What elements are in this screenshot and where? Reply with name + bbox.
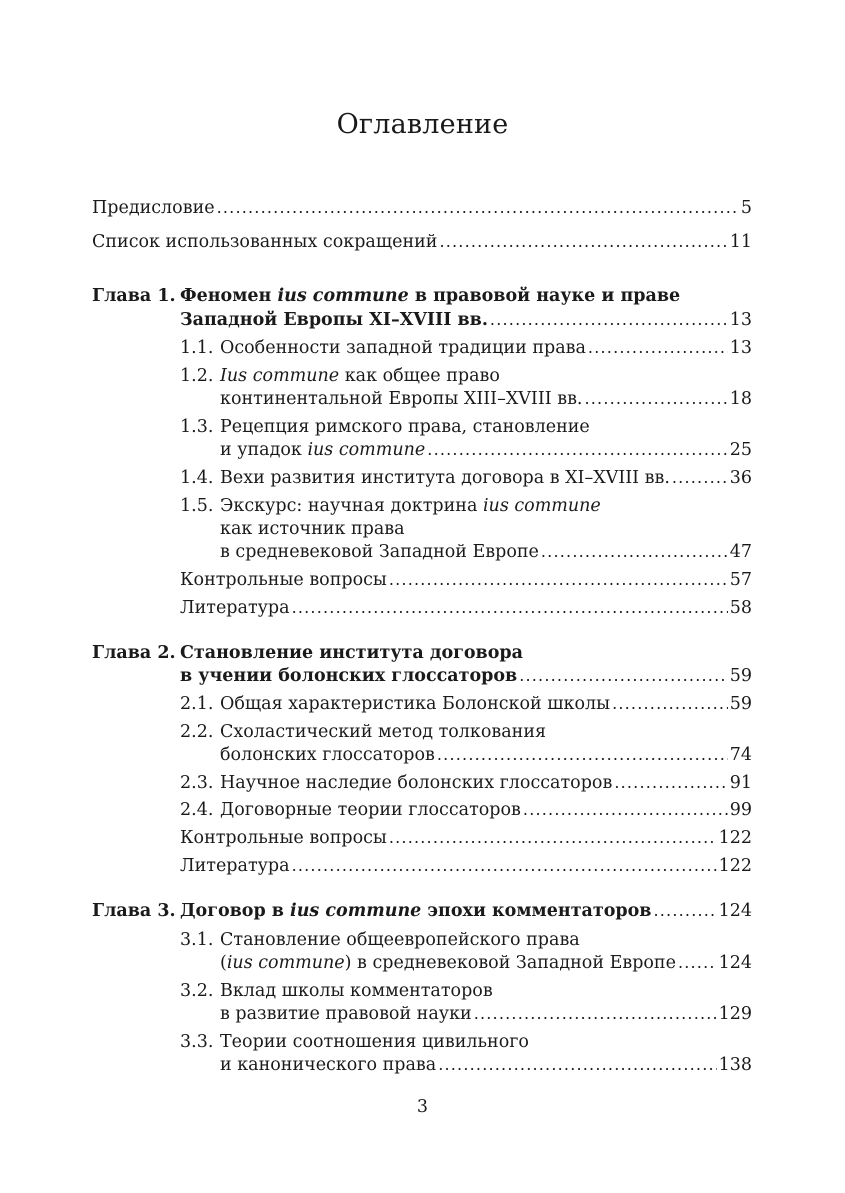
leader-dots bbox=[438, 1053, 716, 1077]
chapter-title-text: в правовой науке и праве bbox=[408, 286, 681, 306]
leader-dots bbox=[389, 826, 717, 850]
leader-dots bbox=[292, 596, 728, 620]
leader-dots bbox=[672, 466, 728, 490]
chapter-label: Глава 1. bbox=[92, 286, 176, 306]
section-1-5-line3[interactable] bbox=[92, 540, 752, 564]
toc-page-number: 47 bbox=[729, 542, 752, 562]
section-1-3[interactable] bbox=[92, 415, 752, 439]
section-title-line2: и канонического права bbox=[220, 1055, 437, 1075]
section-number: 2.4. bbox=[180, 800, 214, 820]
chapter-title-text: Феномен bbox=[180, 286, 278, 306]
section-title-line1 bbox=[220, 364, 500, 388]
section-title-text: ) в средневековой Западной Европе bbox=[344, 953, 676, 973]
leader-dots bbox=[584, 387, 727, 411]
toc-page-number: 11 bbox=[729, 232, 752, 252]
section-3-3[interactable] bbox=[92, 1030, 752, 1054]
section-title-italic: ius commune bbox=[482, 496, 601, 516]
chapter-title-line2: Западной Европы XI–XVIII вв. bbox=[180, 310, 488, 330]
section-3-1-line2[interactable] bbox=[92, 951, 752, 975]
chapter-title-text: Договор в bbox=[180, 901, 291, 921]
leader-dots bbox=[217, 196, 739, 220]
section-title-line1: Вклад школы комментаторов bbox=[220, 981, 493, 1001]
section-title-italic: ius commune bbox=[307, 440, 426, 460]
leader-dots bbox=[437, 743, 728, 767]
toc-page-number: 36 bbox=[729, 468, 752, 488]
toc-page-number: 58 bbox=[729, 598, 752, 618]
toc-page-number: 122 bbox=[718, 856, 752, 876]
section-title: Научное наследие болонских глоссаторов bbox=[220, 773, 613, 793]
chapter-title-italic: ius commune bbox=[277, 286, 409, 306]
section-2-4[interactable] bbox=[92, 798, 752, 822]
toc-page-number: 5 bbox=[740, 198, 752, 218]
toc-entry-title: Список использованных сокращений bbox=[92, 232, 438, 252]
chapter-title-line2: в учении болонских глоссаторов bbox=[180, 666, 518, 686]
chapter-label: Глава 3. bbox=[92, 901, 176, 921]
leader-dots bbox=[490, 308, 728, 332]
section-number: 2.1. bbox=[180, 694, 214, 714]
literature-title: Литература bbox=[180, 856, 290, 876]
section-1-5[interactable] bbox=[92, 494, 752, 518]
section-title-text: и упадок bbox=[220, 440, 308, 460]
section-3-3-line2[interactable] bbox=[92, 1053, 752, 1077]
section-title-italic: ius commune bbox=[226, 953, 345, 973]
section-title-text: ( bbox=[220, 953, 227, 973]
section-number: 1.2. bbox=[180, 366, 214, 386]
section-number: 1.3. bbox=[180, 417, 214, 437]
section-1-4[interactable] bbox=[92, 466, 752, 490]
section-2-1[interactable] bbox=[92, 692, 752, 716]
chapter-1-literature[interactable] bbox=[92, 596, 752, 620]
section-number: 1.4. bbox=[180, 468, 214, 488]
chapter-1-questions[interactable] bbox=[92, 568, 752, 592]
chapter-2-heading[interactable] bbox=[92, 641, 752, 665]
section-3-2-line2[interactable] bbox=[92, 1002, 752, 1026]
section-title-line1 bbox=[220, 494, 601, 518]
section-number: 2.3. bbox=[180, 773, 214, 793]
section-title-line3: в средневековой Западной Европе bbox=[220, 542, 539, 562]
section-title-line2: как источник права bbox=[220, 519, 405, 539]
section-title: Общая характеристика Болонской школы bbox=[220, 694, 611, 714]
section-number: 3.2. bbox=[180, 981, 214, 1001]
toc-entry-preface[interactable] bbox=[92, 196, 752, 220]
toc-page-number: 124 bbox=[718, 953, 752, 973]
chapter-1-heading[interactable] bbox=[92, 284, 752, 308]
section-number: 2.2. bbox=[180, 722, 214, 742]
leader-dots bbox=[678, 951, 717, 975]
leader-dots bbox=[474, 1002, 717, 1026]
toc-page-number: 99 bbox=[729, 800, 752, 820]
section-2-2[interactable] bbox=[92, 720, 752, 744]
toc-page-number: 59 bbox=[729, 666, 752, 686]
leader-dots bbox=[427, 438, 727, 462]
toc-page-number: 57 bbox=[729, 570, 752, 590]
chapter-label: Глава 2. bbox=[92, 643, 176, 663]
section-title-text: Экскурс: научная доктрина bbox=[220, 496, 483, 516]
section-title: Особенности западной традиции права bbox=[220, 338, 586, 358]
section-title-line1: Схоластический метод толкования bbox=[220, 722, 547, 742]
toc-page-number: 129 bbox=[718, 1004, 752, 1024]
leader-dots bbox=[612, 692, 728, 716]
section-1-1[interactable] bbox=[92, 336, 752, 360]
chapter-2-questions[interactable] bbox=[92, 826, 752, 850]
toc-page-number: 91 bbox=[729, 773, 752, 793]
section-title-line2: континентальной Европы XIII–XVIII вв. bbox=[220, 389, 583, 409]
section-number: 3.3. bbox=[180, 1032, 214, 1052]
section-number: 3.1. bbox=[180, 930, 214, 950]
section-title-line1: Становление общеевропейского права bbox=[220, 930, 580, 950]
toc-entry-abbreviations[interactable] bbox=[92, 230, 752, 254]
section-title-text: как общее право bbox=[339, 366, 500, 386]
toc-page-number: 138 bbox=[718, 1055, 752, 1075]
toc-page-number: 122 bbox=[718, 828, 752, 848]
leader-dots bbox=[519, 664, 728, 688]
chapter-1-heading-line2[interactable] bbox=[92, 308, 752, 332]
chapter-2-literature[interactable] bbox=[92, 854, 752, 878]
section-title-line1: Теории соотношения цивильного bbox=[220, 1032, 529, 1052]
section-title-italic: Ius commune bbox=[220, 366, 340, 386]
page-number: 3 bbox=[416, 1097, 429, 1117]
leader-dots bbox=[653, 899, 716, 923]
section-1-2[interactable] bbox=[92, 364, 752, 388]
toc-page-number: 13 bbox=[729, 338, 752, 358]
leader-dots bbox=[588, 336, 728, 360]
chapter-2-heading-line2[interactable] bbox=[92, 664, 752, 688]
section-number: 1.1. bbox=[180, 338, 214, 358]
section-1-5-line2 bbox=[92, 517, 752, 541]
section-number: 1.5. bbox=[180, 496, 214, 516]
literature-title: Литература bbox=[180, 598, 290, 618]
section-3-1[interactable] bbox=[92, 928, 752, 952]
section-1-2-line2[interactable] bbox=[92, 387, 752, 411]
chapter-title bbox=[180, 899, 651, 923]
section-title-line2 bbox=[220, 951, 676, 975]
section-2-2-line2[interactable] bbox=[92, 743, 752, 767]
section-1-3-line2[interactable] bbox=[92, 438, 752, 462]
toc-page-number: 13 bbox=[729, 310, 752, 330]
toc-page-number: 25 bbox=[729, 440, 752, 460]
chapter-title-italic: ius commune bbox=[290, 901, 422, 921]
section-title-line2 bbox=[220, 438, 425, 462]
toc-page-number: 59 bbox=[729, 694, 752, 714]
questions-title: Контрольные вопросы bbox=[180, 828, 387, 848]
chapter-title-line1: Становление института договора bbox=[180, 643, 523, 663]
toc-page-number: 74 bbox=[729, 745, 752, 765]
questions-title: Контрольные вопросы bbox=[180, 570, 387, 590]
section-title-line2: болонских глоссаторов bbox=[220, 745, 435, 765]
leader-dots bbox=[292, 854, 717, 878]
leader-dots bbox=[389, 568, 728, 592]
chapter-3-heading[interactable] bbox=[92, 899, 752, 923]
section-title: Договорные теории глоссаторов bbox=[220, 800, 521, 820]
page-title: Оглавление bbox=[336, 109, 509, 140]
section-title: Вехи развития института договора в XI–XVIII вв. bbox=[220, 468, 670, 488]
toc-entry-title: Предисловие bbox=[92, 198, 215, 218]
leader-dots bbox=[541, 540, 728, 564]
chapter-title-line1 bbox=[180, 284, 680, 308]
leader-dots bbox=[439, 230, 727, 254]
leader-dots bbox=[614, 771, 727, 795]
section-title-line1: Рецепция римского права, становление bbox=[220, 417, 590, 437]
section-2-3[interactable] bbox=[92, 771, 752, 795]
section-title-line2: в развитие правовой науки bbox=[220, 1004, 472, 1024]
section-3-2[interactable] bbox=[92, 979, 752, 1003]
chapter-title-text: эпохи комментаторов bbox=[421, 901, 652, 921]
toc-page-number: 18 bbox=[729, 389, 752, 409]
leader-dots bbox=[523, 798, 728, 822]
toc-page-number: 124 bbox=[718, 901, 752, 921]
